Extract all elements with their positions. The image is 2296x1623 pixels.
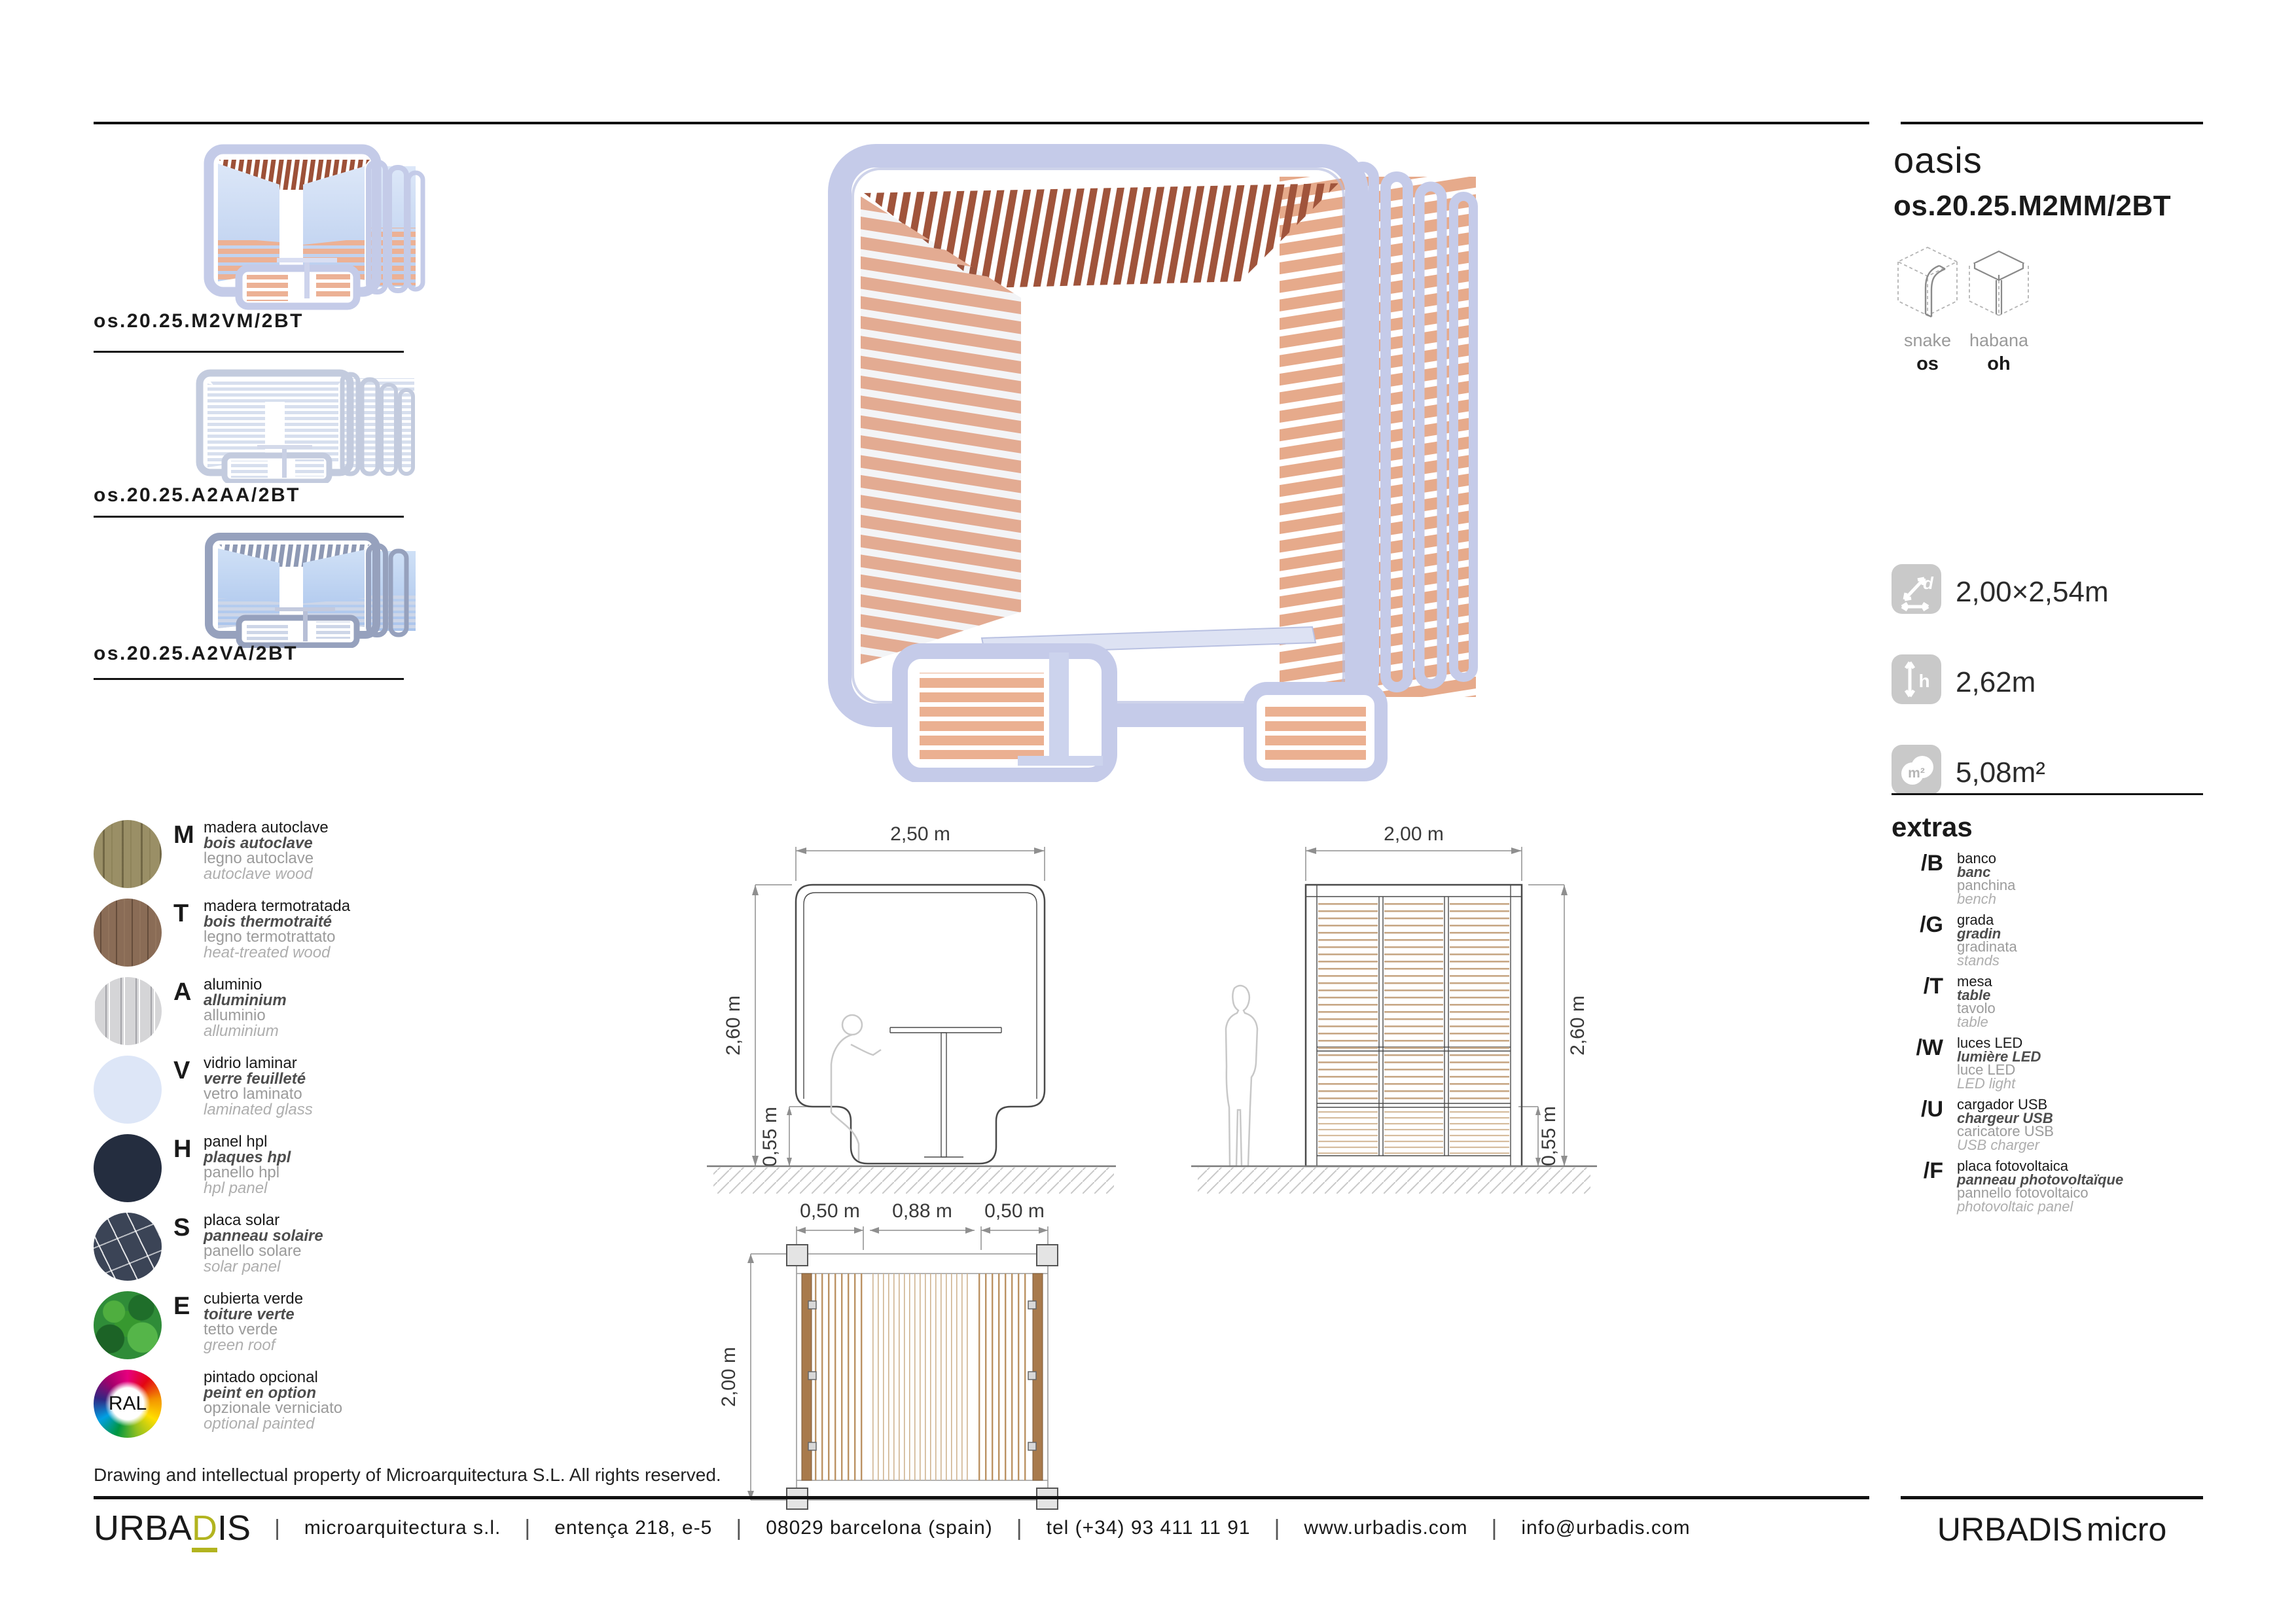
footer-email-link[interactable]: info@urbadis.com [1521,1517,1691,1539]
footprint-d-arrows-icon [1892,564,1941,614]
material-row-autoclave-wood: M madera autoclave bois autoclave legno autoclave autoclave wood [94,820,329,888]
svg-text:0,55 m: 0,55 m [759,1107,781,1167]
variant-1-rule [94,351,404,353]
extra-item-stands: grada gradin gradinata stands [1957,912,2017,969]
extra-item-led: luces LED lumière LED luce LED LED light [1957,1035,2041,1092]
material-row-ral-painted: RAL pintado opcional peint en option opzionale verniciato optional painted [94,1370,342,1438]
material-row-solar-panel: S placa solar panneau solaire panello solare solar panel [94,1213,323,1281]
variant-1-label: os.20.25.M2VM/2BT [94,310,304,332]
height-h-arrow-icon [1892,654,1941,704]
footer-separator: | [1016,1515,1023,1541]
footer-rule-right [1901,1496,2203,1499]
extra-item-table: mesa table tavolo table [1957,973,1996,1030]
svg-text:2,60 m: 2,60 m [723,995,744,1056]
svg-text:2,60 m: 2,60 m [1567,995,1588,1056]
svg-text:m²: m² [1908,766,1925,781]
hpl-panel-swatch [94,1134,162,1202]
variant-1-render [141,130,429,310]
extra-code-bench: /B [1921,851,1943,876]
footer-city: 08029 barcelona (spain) [766,1517,993,1539]
extra-item-photovoltaic: placa fotovoltaica panneau photovoltaïque pannello fotovoltaico photovoltaic panel [1957,1158,2124,1215]
habana-style-code: oh [1987,353,2011,374]
svg-text:0,50 m: 0,50 m [800,1200,860,1222]
spec-height-value: 2,62m [1956,666,2036,698]
variant-3-render [141,525,429,648]
material-row-green-roof: E cubierta verde toiture verte tetto verde green roof [94,1291,303,1359]
copyright-note: Drawing and intellectual property of Microarquitectura S.L. All rights reserved. [94,1465,721,1485]
urbadis-logo: URBADIS [94,1508,251,1548]
footer-separator: | [274,1515,281,1541]
spec-area-value: 5,08m² [1956,757,2045,789]
extra-code-photovoltaic: /F [1923,1158,1943,1183]
svg-text:2,00 m: 2,00 m [718,1347,740,1407]
variant-3-label: os.20.25.A2VA/2BT [94,643,298,664]
green-roof-swatch [94,1291,162,1359]
snake-style-name: snake [1903,330,1952,350]
product-code-title: os.20.25.M2MM/2BT [1893,190,2172,222]
footer-separator: | [524,1515,531,1541]
extra-code-table: /T [1923,974,1943,999]
material-row-heat-treated-wood: T madera termotratada bois thermotraité legno termotrattato heat-treated wood [94,899,350,967]
extras-title: extras [1892,812,1973,842]
plan-view-drawing [710,1196,1358,1510]
main-product-render [821,131,1522,782]
footer-address: entença 218, e-5 [554,1517,713,1539]
svg-text:0,50 m: 0,50 m [984,1200,1045,1222]
extra-code-usb: /U [1921,1097,1943,1122]
top-rule-right [1901,122,2203,124]
urbadis-micro-logo: URBADIS micro [1937,1511,2167,1548]
front-elevation-drawing [1172,817,1604,1196]
footer-website-link[interactable]: www.urbadis.com [1304,1517,1468,1539]
footer-separator: | [1491,1515,1498,1541]
material-row-hpl-panel: H panel hpl plaques hpl panello hpl hpl panel [94,1134,291,1202]
footer-separator: | [1274,1515,1281,1541]
extra-code-led: /W [1916,1035,1943,1060]
extra-code-stands: /G [1920,912,1943,937]
laminated-glass-swatch [94,1056,162,1124]
svg-text:h: h [1918,671,1930,691]
area-m2-icon [1892,745,1941,794]
svg-text:2,00 m: 2,00 m [1384,823,1444,845]
urbadis-micro-logo-suffix: micro [2087,1511,2167,1548]
autoclave-wood-swatch [94,820,162,888]
footer-separator: | [736,1515,743,1541]
svg-text:0,55 m: 0,55 m [1538,1106,1560,1166]
extra-item-bench: banco banc panchina bench [1957,850,2016,907]
side-elevation-drawing [694,817,1126,1196]
urbadis-logo-d-accent: D [192,1508,217,1552]
habana-style-name: habana [1969,330,2029,350]
ral-color-wheel-swatch: RAL [94,1370,162,1438]
variant-3-rule [94,678,404,680]
heat-treated-wood-swatch [94,899,162,967]
extra-item-usb: cargador USB chargeur USB caricatore USB USB charger [1957,1096,2054,1153]
footer-contact-bar [94,1508,1869,1548]
urbadis-micro-logo-d-accent: D [2028,1511,2052,1548]
extras-rule [1892,793,2203,795]
variant-2-label: os.20.25.A2AA/2BT [94,484,300,506]
top-rule-main [94,122,1869,124]
svg-text:0,88 m: 0,88 m [892,1200,952,1222]
aluminium-swatch [94,977,162,1045]
product-family-title: oasis [1893,139,1982,181]
material-row-laminated-glass: V vidrio laminar verre feuilleté vetro laminato laminated glass [94,1056,313,1124]
footer-rule-main [94,1496,1869,1499]
material-row-aluminium: A aluminio alluminium alluminio alluminium [94,977,287,1045]
variant-2-rule [94,516,404,518]
solar-panel-swatch [94,1213,162,1281]
snake-style-code: os [1916,353,1939,374]
spec-footprint-value: 2,00×2,54m [1956,576,2109,608]
svg-text:2,50 m: 2,50 m [890,823,950,845]
variant-2-render [147,364,422,483]
habana-corner-cube-icon [1965,243,2033,326]
footer-company: microarquitectura s.l. [304,1517,501,1539]
svg-text:d: d [1923,573,1933,593]
snake-corner-cube-icon [1893,243,1962,326]
footer-phone: tel (+34) 93 411 11 91 [1046,1517,1251,1539]
